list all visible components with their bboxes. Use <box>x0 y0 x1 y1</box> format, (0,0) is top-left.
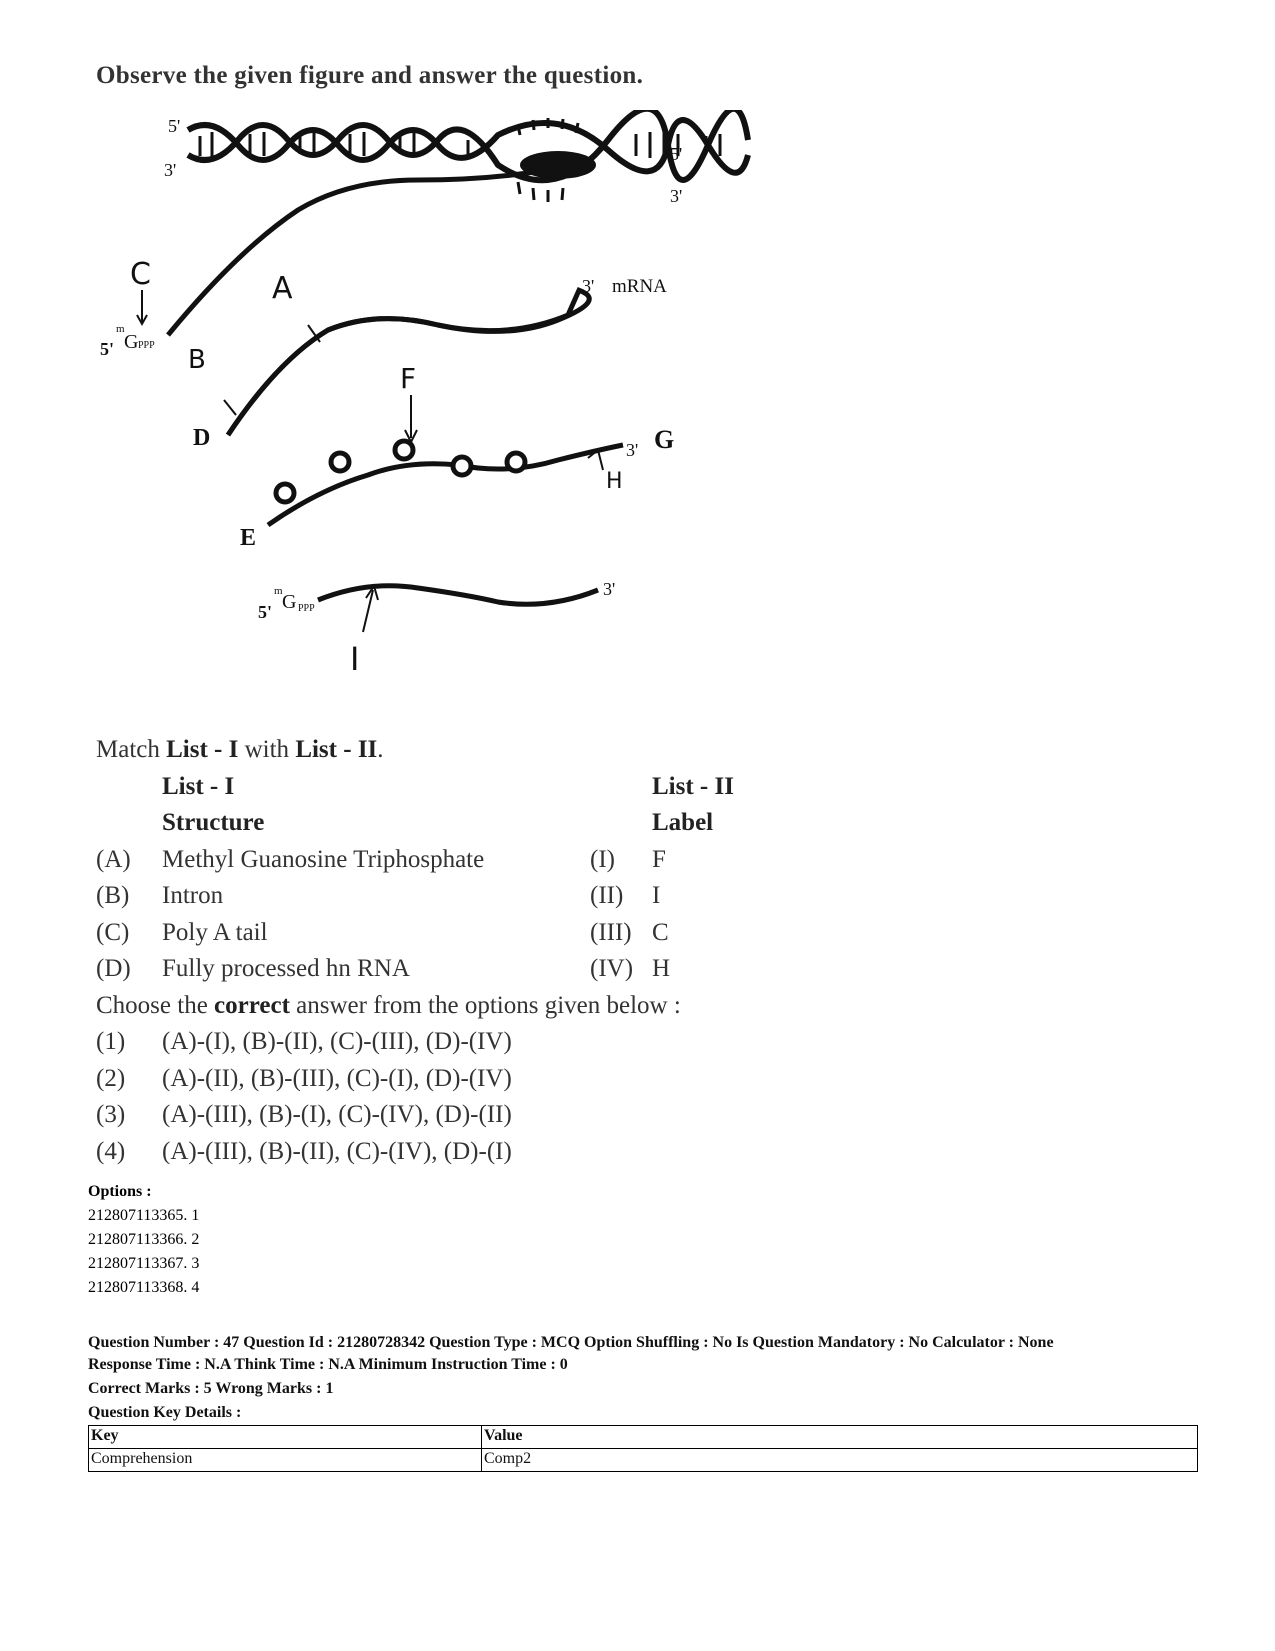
answer-text: (A)-(III), (B)-(II), (C)-(IV), (D)-(I) <box>162 1137 512 1165</box>
mrna-label: mRNA <box>612 276 667 297</box>
list-subheading-row <box>96 805 796 842</box>
row-numeral: (I) <box>590 845 615 873</box>
bottom-5prime: 5' <box>258 602 273 622</box>
bottom-3prime: 3' <box>603 579 616 599</box>
row-letter: (D) <box>96 955 131 982</box>
label-f: F <box>400 362 417 395</box>
label-5prime-top: 5' <box>168 116 181 136</box>
key-details-table <box>88 1425 1198 1472</box>
option-id: 212807113367. 3 <box>88 1255 200 1272</box>
label-c: C <box>130 257 151 292</box>
label-3prime-right: 3' <box>670 186 683 206</box>
row-label: F <box>652 845 666 873</box>
label-i: I <box>350 640 360 678</box>
question-details <box>88 1332 1198 1424</box>
cap-m: m <box>116 323 125 335</box>
option-id: 212807113368. 4 <box>88 1279 200 1296</box>
answer-number: (1) <box>96 1028 126 1055</box>
answer-option <box>96 1061 796 1098</box>
question-instruction: Observe the given figure and answer the question. <box>96 62 644 89</box>
cell-value: Comp2 <box>482 1449 1198 1472</box>
match-question <box>96 732 796 1170</box>
answer-text: (A)-(III), (B)-(I), (C)-(IV), (D)-(II) <box>162 1101 512 1128</box>
row-structure: Methyl Guanosine Triphosphate <box>162 845 485 873</box>
answer-option <box>96 1134 796 1171</box>
label-d: D <box>193 425 211 451</box>
marks-line: Correct Marks : 5 Wrong Marks : 1 <box>88 1380 334 1397</box>
table-header-row <box>89 1426 1198 1449</box>
row-label: H <box>652 955 671 982</box>
answer-number: (3) <box>96 1101 126 1128</box>
polysome-3prime: 3' <box>626 440 639 460</box>
choose-text-2: answer from the options given below : <box>289 991 681 1019</box>
answer-text: (A)-(II), (B)-(III), (C)-(I), (D)-(IV) <box>162 1064 512 1092</box>
polysome-strand <box>268 445 623 525</box>
match-intro <box>96 732 796 769</box>
row-letter: (C) <box>96 918 130 946</box>
list1-subheading: Structure <box>162 809 265 836</box>
bottom-ppp: PPP <box>298 603 315 614</box>
question-meta-line: Question Number : 47 Question Id : 21280728342 Question Type : MCQ Option Shuffling : No Is Question Mandatory : No Calculator : None <box>88 1334 1054 1351</box>
label-b: B <box>188 345 206 375</box>
list2-heading: List - II <box>652 772 734 800</box>
answer-option <box>96 1024 796 1061</box>
row-numeral: (II) <box>590 882 624 909</box>
cap-5prime: 5' <box>100 339 115 359</box>
match-row <box>96 878 796 915</box>
option-id: 212807113365. 1 <box>88 1207 200 1224</box>
match-row <box>96 842 796 879</box>
answer-number: (4) <box>96 1137 126 1165</box>
option-id: 212807113366. 2 <box>88 1231 200 1248</box>
answer-option <box>96 1097 796 1134</box>
row-structure: Intron <box>162 882 224 909</box>
cap-ppp: PPP <box>138 340 155 351</box>
label-5prime-right: 5' <box>670 144 683 164</box>
mrna-3prime: 3' <box>582 276 595 296</box>
match-intro-text-3: . <box>377 736 384 763</box>
row-letter: (B) <box>96 882 130 909</box>
label-g: G <box>654 425 675 454</box>
nascent-rna-strand <box>168 170 548 335</box>
label-h: H <box>606 469 623 494</box>
header-key: Key <box>89 1426 482 1449</box>
choose-text-1: Choose the <box>96 991 215 1019</box>
answer-text: (A)-(I), (B)-(II), (C)-(III), (D)-(IV) <box>162 1028 512 1055</box>
processed-strand <box>318 586 598 605</box>
match-intro-list2: List - II <box>295 736 378 763</box>
row-structure: Poly A tail <box>162 918 268 946</box>
cell-key: Comprehension <box>89 1449 482 1472</box>
row-label: C <box>652 918 669 946</box>
row-structure: Fully processed hn RNA <box>162 955 410 982</box>
match-intro-text-2: with <box>238 736 296 763</box>
row-label: I <box>652 882 661 909</box>
list2-subheading: Label <box>652 809 714 836</box>
match-intro-list1: List - I <box>166 736 239 763</box>
bottom-g: G <box>282 591 297 613</box>
row-numeral: (III) <box>590 918 632 946</box>
transcription-figure <box>88 110 768 710</box>
bottom-m: m <box>274 585 283 597</box>
label-a: A <box>272 271 293 306</box>
timing-meta-line: Response Time : N.A Think Time : N.A Minimum Instruction Time : 0 <box>88 1356 568 1373</box>
label-3prime-top: 3' <box>164 160 177 180</box>
answer-number: (2) <box>96 1064 126 1092</box>
cap-g: G <box>124 331 139 353</box>
match-intro-text-1: Match <box>96 736 167 763</box>
choose-instruction <box>96 988 796 1025</box>
label-e: E <box>240 525 257 551</box>
key-details-heading: Question Key Details : <box>88 1404 242 1421</box>
ribosomes <box>276 441 525 502</box>
list1-heading: List - I <box>162 772 235 800</box>
match-row <box>96 951 796 988</box>
header-value: Value <box>482 1426 1198 1449</box>
match-row <box>96 915 796 952</box>
list-heading-row <box>96 769 796 806</box>
table-row <box>89 1449 1198 1472</box>
choose-text-bold: correct <box>214 991 290 1019</box>
row-letter: (A) <box>96 845 131 873</box>
options-list <box>88 1180 199 1300</box>
row-numeral: (IV) <box>590 955 634 982</box>
options-label: Options : <box>88 1183 152 1200</box>
